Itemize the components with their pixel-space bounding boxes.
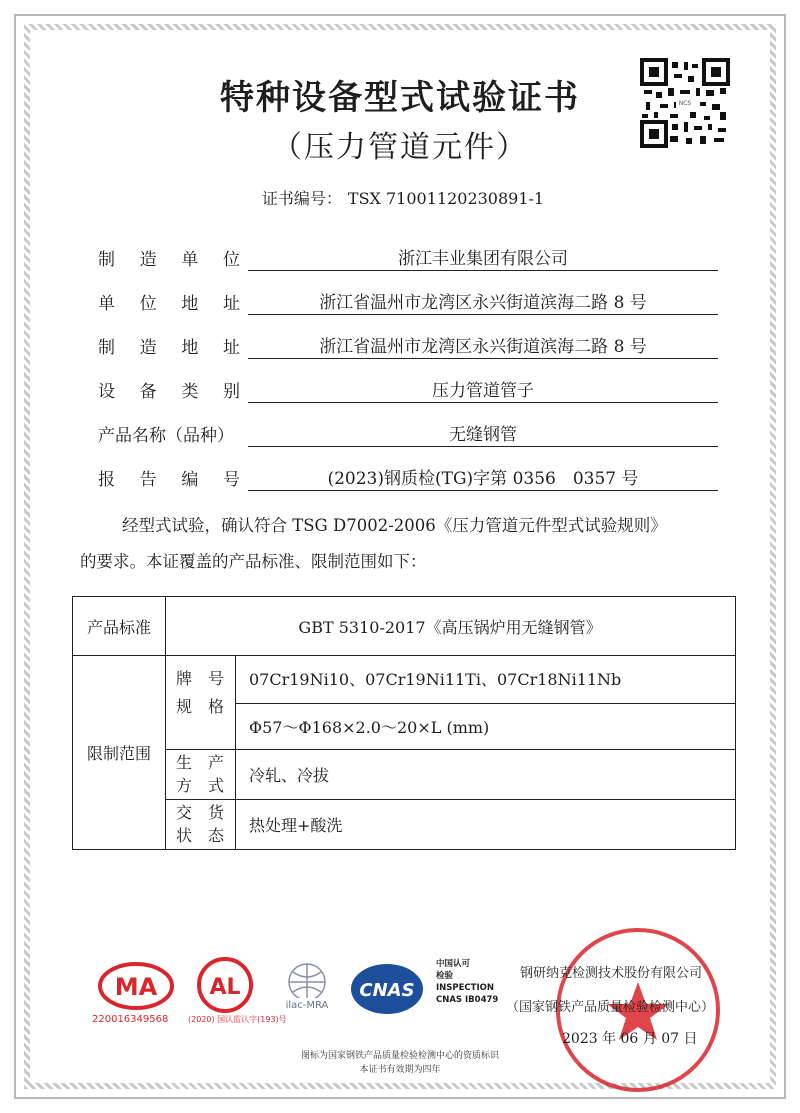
delivery-label-1: 交 货 xyxy=(175,803,224,822)
cma-seal-icon xyxy=(96,958,176,1018)
standard-label: 产品标准 xyxy=(86,617,151,637)
footer-note-2: 本证书有效期为四年 xyxy=(359,1065,441,1075)
issue-date: 2023 年 06 月 07 日 xyxy=(562,1031,698,1047)
footer-note-1: 图标为国家钢铁产品质量检验检测中心的资质标识 xyxy=(300,1051,499,1061)
field-value: 浙江省温州市龙湾区永兴街道滨海二路 8 号 xyxy=(319,293,647,313)
standard-value: GBT 5310-2017《高压锅炉用无缝钢管》 xyxy=(298,617,602,637)
cnas-line-3: INSPECTION xyxy=(436,983,494,993)
cnas-line-1: 中国认可 xyxy=(436,959,471,969)
field-value: 浙江省温州市龙湾区永兴街道滨海二路 8 号 xyxy=(319,337,647,357)
svg-text:NCS: NCS xyxy=(678,100,692,107)
production-label-2: 方 式 xyxy=(175,776,224,795)
field-value: 浙江丰业集团有限公司 xyxy=(398,249,568,269)
field-label-char: 地 xyxy=(181,338,199,358)
svg-text:AL: AL xyxy=(209,975,241,1000)
field-label-char: 址 xyxy=(222,338,240,358)
cma-number: 220016349568 xyxy=(92,1014,169,1025)
svg-text:CNAS: CNAS xyxy=(359,980,415,1001)
delivery-label-2: 状 态 xyxy=(175,826,224,845)
certificate-subtitle: （压力管道元件） xyxy=(272,130,528,165)
field-label-char: 制 xyxy=(98,338,115,358)
field-label xyxy=(98,245,240,270)
field-underline xyxy=(248,402,718,403)
cal-seal-text: (2020) 国认监认字(193)号 xyxy=(188,1015,287,1024)
statement-line-1: 经型式试验，确认符合 TSG D7002-2006《压力管道元件型式试验规则》 xyxy=(122,516,667,535)
field-underline xyxy=(248,446,718,447)
field-value: (2023)钢质检(TG)字第 0356 0357 号 xyxy=(327,469,639,489)
grade-label: 牌 号 xyxy=(175,669,224,688)
field-value: 压力管道管子 xyxy=(432,381,534,401)
field-label xyxy=(98,465,240,490)
delivery-state-value: 热处理+酸洗 xyxy=(249,816,343,835)
cnas-accreditation-text xyxy=(436,958,498,1006)
field-row xyxy=(98,243,718,271)
field-underline xyxy=(248,270,718,271)
field-row xyxy=(98,331,718,359)
field-row xyxy=(98,287,718,315)
production-label-1: 生 产 xyxy=(175,753,224,772)
statement-paragraph xyxy=(80,508,730,580)
spec-label: 规 格 xyxy=(175,697,224,716)
issuer-name: 钢研纳克检测技术股份有限公司 xyxy=(520,966,703,981)
certificate-title: 特种设备型式试验证书 xyxy=(220,78,580,118)
field-label-char: 单 xyxy=(181,250,199,270)
production-method-label xyxy=(165,751,235,797)
production-method-value: 冷轧、冷拔 xyxy=(249,766,330,785)
certificate-number-value: TSX 71001120230891-1 xyxy=(347,189,545,208)
svg-text:MA: MA xyxy=(114,973,158,1001)
field-label xyxy=(98,421,240,446)
certificate-number xyxy=(0,186,800,209)
grade-value: 07Cr19Ni10、07Cr19Ni11Ti、07Cr18Ni11Nb xyxy=(249,670,622,689)
field-label-char: 号 xyxy=(222,470,240,490)
cnas-logo-icon xyxy=(348,960,426,1018)
grade-spec-label xyxy=(165,665,235,721)
field-label-char: 址 xyxy=(222,294,240,314)
field-label-char: 备 xyxy=(139,382,157,402)
field-underline xyxy=(248,314,718,315)
field-label-char: 别 xyxy=(222,382,240,402)
field-label-char: 地 xyxy=(181,294,199,314)
field-row xyxy=(98,463,718,491)
field-underline xyxy=(248,490,718,491)
field-label-char: 编 xyxy=(181,470,199,490)
field-label xyxy=(98,289,240,314)
field-label-char: 造 xyxy=(139,338,157,358)
field-label-char: 造 xyxy=(139,250,157,270)
field-label xyxy=(98,333,240,358)
field-row xyxy=(98,375,718,403)
field-label-char: 设 xyxy=(98,382,115,402)
spec-value: Φ57～Φ168×2.0～20×L (mm) xyxy=(249,718,490,737)
field-row xyxy=(98,419,718,447)
cnas-line-2: 检验 xyxy=(436,971,454,981)
field-label-char: 告 xyxy=(139,470,157,490)
field-label-char: 产品名称（品种） xyxy=(98,426,234,446)
field-label-char: 制 xyxy=(98,250,115,270)
cal-seal-icon xyxy=(190,955,260,1015)
field-underline xyxy=(248,358,718,359)
svg-text:ilac-MRA: ilac-MRA xyxy=(285,1000,329,1011)
scope-table xyxy=(72,596,736,850)
scope-label: 限制范围 xyxy=(86,743,151,763)
field-label-char: 报 xyxy=(98,470,115,490)
field-value: 无缝钢管 xyxy=(449,425,517,445)
field-label-char: 单 xyxy=(98,294,115,314)
statement-line-2: 的要求。本证覆盖的产品标准、限制范围如下： xyxy=(80,552,427,571)
field-label-char: 位 xyxy=(222,250,240,270)
delivery-state-label xyxy=(165,801,235,847)
field-label-char: 位 xyxy=(139,294,157,314)
ilac-mra-logo-icon xyxy=(275,958,339,1018)
field-label xyxy=(98,377,240,402)
field-label-char: 类 xyxy=(181,382,199,402)
certificate-number-label: 证书编号： xyxy=(261,189,342,208)
cnas-line-4: CNAS IB0479 xyxy=(436,995,499,1005)
issuer-subtitle: （国家钢铁产品质量检验检测中心） xyxy=(506,1000,715,1015)
